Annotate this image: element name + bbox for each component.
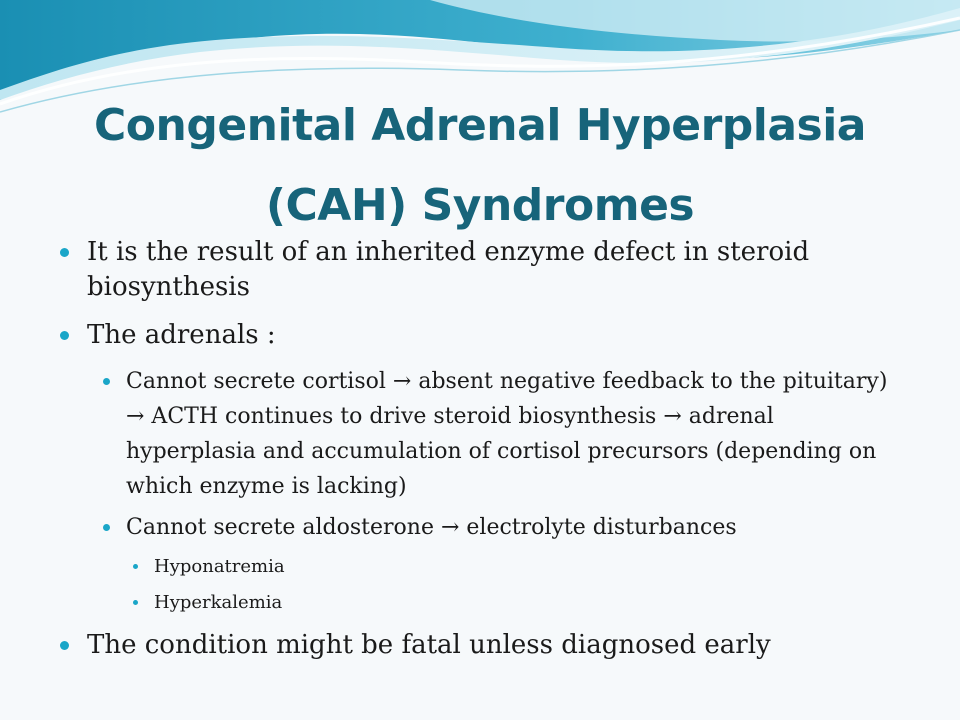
list-item-text: Cannot secrete cortisol → absent negative feedback to the pituitary) → ACTH continues to drive steroid biosynthesis → adrenal hyperplasia and accumulation of cortisol precursors (depending on which enzyme is lacking): [126, 369, 888, 499]
list-item: [60, 235, 880, 305]
list-item-text: Hyponatremia: [154, 556, 285, 577]
list-item: [133, 588, 633, 618]
list-item-text: The condition might be fatal unless diagnosed early: [87, 630, 771, 660]
bullet-dot-icon: [103, 378, 110, 385]
list-item: [103, 510, 893, 545]
list-item: [60, 628, 880, 663]
bullet-dot-icon: [133, 600, 138, 605]
list-item: [60, 318, 880, 353]
bullet-dot-icon: [133, 564, 138, 569]
list-item: [133, 552, 633, 582]
bullet-dot-icon: [60, 331, 69, 340]
list-item-text: It is the result of an inherited enzyme defect in steroid biosynthesis: [87, 237, 810, 302]
list-item: [103, 364, 893, 504]
list-item-text: Hyperkalemia: [154, 592, 283, 613]
list-item-text: Cannot secrete aldosterone → electrolyte disturbances: [126, 515, 737, 540]
bullet-dot-icon: [60, 641, 69, 650]
list-item-text: The adrenals :: [87, 320, 276, 350]
bullet-dot-icon: [60, 248, 69, 257]
bullet-dot-icon: [103, 524, 110, 531]
slide-title: Congenital Adrenal Hyperplasia (CAH) Syndromes: [94, 100, 866, 231]
